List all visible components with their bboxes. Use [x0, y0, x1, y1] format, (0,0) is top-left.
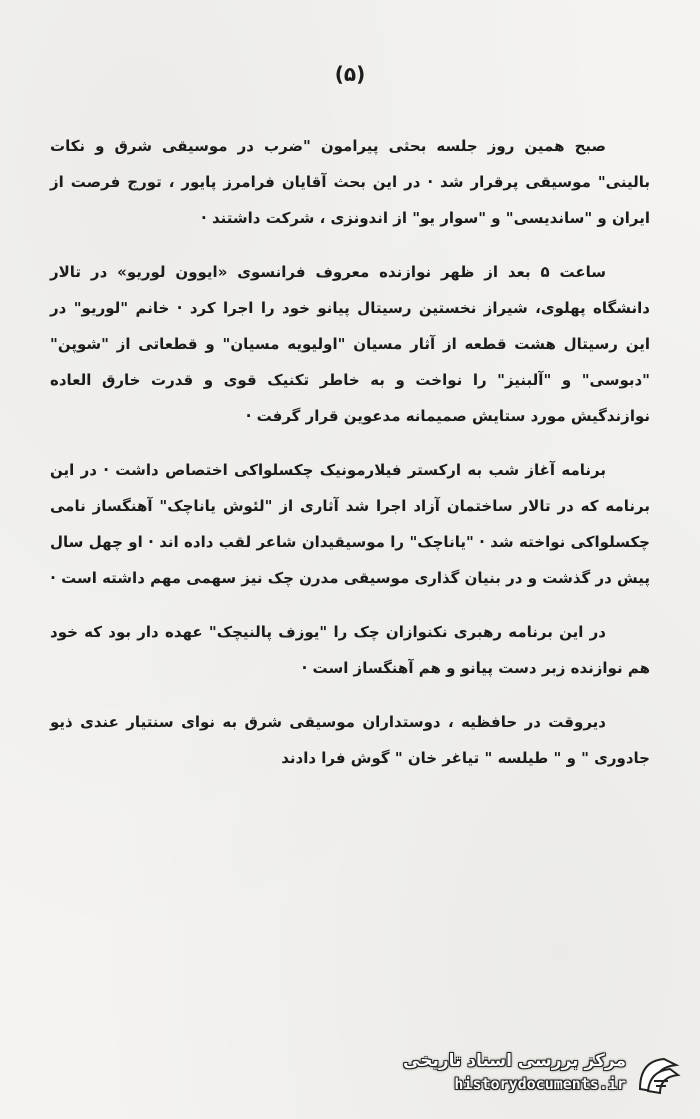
watermark	[382, 1045, 682, 1105]
paragraph-3: برنامه آغاز شب به ارکستر فیلارمونیک چکسلواکی اختصاص داشت · در این برنامه که در تالار ساختمان آزاد اجرا شد آثاری از "لئوش یاناچک" آهنگساز نامی چکسلواکی نواخته شد · "یاناچک" را موسیقیدان شاعر لقب داده اند · او چهل سال پیش در گذشت و در بنیان گذاری موسیقی مدرن چک نیز سهمی مهم داشته است ·	[50, 461, 650, 587]
paragraph-1: صبح همین روز جلسه بحثی پیرامون "ضرب در موسیقی شرق و نکات بالینی" موسیقی پرقرار شد · در این بحث آقایان فرامرز پایور ، تورج فرصت از ایران و "ساندیسی" و "سوار یو" از اندونزی ، شرکت داشتند ·	[50, 137, 650, 227]
archive-logo-icon	[634, 1051, 682, 1099]
watermark-text	[403, 1049, 626, 1095]
paragraph-5: دیروقت در حافظیه ، دوستداران موسیقی شرق به نوای سنتیار عندی ذیو جادوری " و " طیلسه " تیاغر خان " گوش فرا دادند	[50, 713, 650, 767]
page-number: (۵)	[334, 62, 366, 86]
paragraph-4: در این برنامه رهبری نکنوازان چک را "یوزف پالنیچک" عهده دار بود که خود هم نوازنده زبر دست پیانو و هم آهنگساز است ·	[50, 623, 650, 677]
document-body	[50, 128, 650, 794]
watermark-url: historydocuments.ir	[454, 1075, 626, 1093]
paragraph-2: ساعت ۵ بعد از ظهر نوازنده معروف فرانسوی «ایوون لوریو» در تالار دانشگاه پهلوی، شیراز نخستین رسیتال پیانو خود را اجرا کرد · خانم "لوریو" در این رسیتال هشت قطعه از آثار مسیان "اولیویه مسیان" و قطعاتی از "شوپن" "دبوسی" و "آلبنیز" را نواخت و به خاطر تکنیک قوی و قدرت خارق العاده نوازندگیش مورد ستایش صمیمانه مدعوین قرار گرفت ·	[50, 263, 650, 425]
watermark-title: مرکز بررسی اسناد تاریخی	[403, 1051, 626, 1071]
